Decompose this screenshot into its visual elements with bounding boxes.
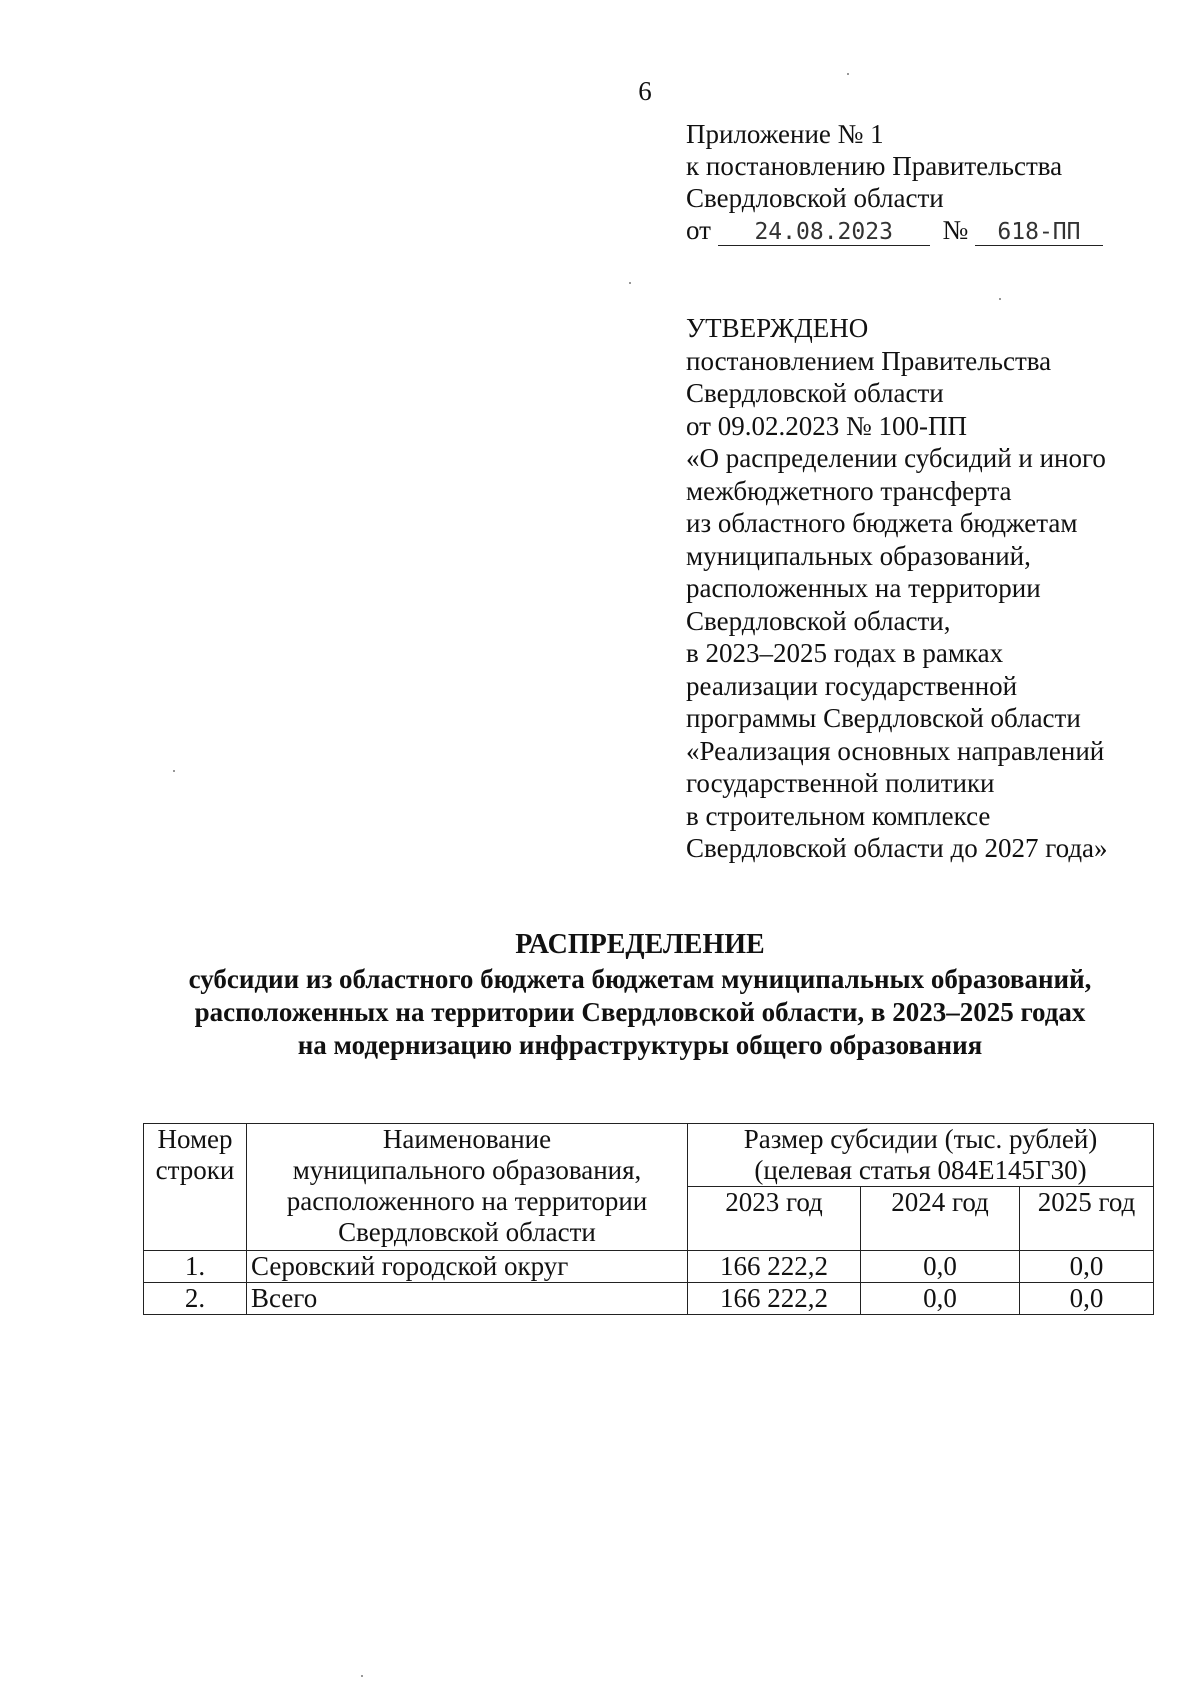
- approval-line: в строительном комплексе: [686, 800, 991, 831]
- annex-block: [686, 118, 1146, 246]
- header-text: расположенного на территории: [286, 1186, 648, 1216]
- approval-block: [686, 312, 1186, 865]
- cell-2023: 166 222,2: [688, 1251, 861, 1283]
- scan-speck: [999, 298, 1001, 300]
- cell-2025: 0,0: [1020, 1251, 1154, 1283]
- cell-2025: 0,0: [1020, 1283, 1154, 1315]
- annex-from-label: от: [686, 215, 711, 245]
- header-text: (целевая статья 084Е145Г30): [754, 1155, 1087, 1185]
- approval-line: Свердловской области до 2027 года»: [686, 833, 1108, 863]
- page-number: 6: [638, 76, 652, 106]
- heading-subtitle-line: расположенных на территории Свердловской области, в 2023–2025 годах: [194, 997, 1086, 1027]
- scan-speck: [173, 770, 175, 772]
- cell-municipality: Серовский городской округ: [247, 1251, 688, 1283]
- annex-line-2: к постановлению Правительства: [686, 151, 1063, 181]
- header-year-2025: 2025 год: [1020, 1187, 1154, 1251]
- cell-2024: 0,0: [861, 1251, 1020, 1283]
- approval-line: Свердловской области,: [686, 605, 951, 636]
- approval-line: государственной политики: [686, 768, 995, 798]
- header-subsidy-amount: [688, 1124, 1154, 1187]
- header-text: Номер: [157, 1124, 233, 1154]
- header-year-2024: 2024 год: [861, 1187, 1020, 1251]
- table-row: [144, 1251, 1154, 1283]
- cell-row-number: 2.: [144, 1283, 247, 1315]
- heading-subtitle-line: субсидии из областного бюджета бюджетам муниципальных образований,: [188, 964, 1092, 994]
- header-text: муниципального образования,: [292, 1155, 642, 1185]
- annex-number-value: 618-ПП: [975, 219, 1103, 246]
- header-text: Наименование: [382, 1124, 552, 1154]
- annex-line-3: Свердловской области: [686, 183, 944, 213]
- cell-2024: 0,0: [861, 1283, 1020, 1315]
- annex-title: Приложение № 1: [686, 119, 884, 149]
- approval-line: муниципальных образований,: [686, 540, 1031, 571]
- table-header-row: [144, 1124, 1154, 1187]
- approval-line: программы Свердловской области: [686, 703, 1081, 733]
- approval-line: «Реализация основных направлений: [686, 735, 1105, 766]
- approval-line: в 2023–2025 годах в рамках: [686, 638, 1004, 668]
- approval-line: от 09.02.2023 № 100-ПП: [686, 410, 967, 441]
- approval-line: постановлением Правительства: [686, 345, 1052, 376]
- approval-line: УТВЕРЖДЕНО: [686, 313, 869, 343]
- annex-date-value: 24.08.2023: [718, 219, 930, 246]
- scan-speck: [847, 73, 849, 75]
- approval-line: реализации государственной: [686, 670, 1018, 701]
- scan-speck: [361, 1675, 363, 1677]
- document-heading: [140, 928, 1140, 1062]
- table-row: [144, 1283, 1154, 1315]
- approval-line: межбюджетного трансферта: [686, 475, 1012, 506]
- header-row-number: [144, 1124, 247, 1251]
- approval-line: из областного бюджета бюджетам: [686, 508, 1078, 538]
- header-text: Свердловской области: [338, 1217, 596, 1247]
- cell-2023: 166 222,2: [688, 1283, 861, 1315]
- approval-line: «О распределении субсидий и иного: [686, 443, 1106, 473]
- heading-subtitle-line: на модернизацию инфраструктуры общего образования: [297, 1030, 983, 1060]
- distribution-table: [143, 1123, 1154, 1315]
- scan-speck: [629, 282, 631, 284]
- cell-row-number: 1.: [144, 1251, 247, 1283]
- approval-line: Свердловской области: [686, 378, 944, 408]
- heading-title: РАСПРЕДЕЛЕНИЕ: [515, 929, 765, 960]
- annex-number-label: №: [942, 215, 969, 245]
- header-text: Размер субсидии (тыс. рублей): [743, 1124, 1098, 1154]
- cell-municipality: Всего: [247, 1283, 688, 1315]
- annex-date-line: [686, 214, 1146, 246]
- header-text: строки: [155, 1155, 235, 1185]
- approval-line: расположенных на территории: [686, 573, 1041, 603]
- header-year-2023: 2023 год: [688, 1187, 861, 1251]
- header-municipality: [247, 1124, 688, 1251]
